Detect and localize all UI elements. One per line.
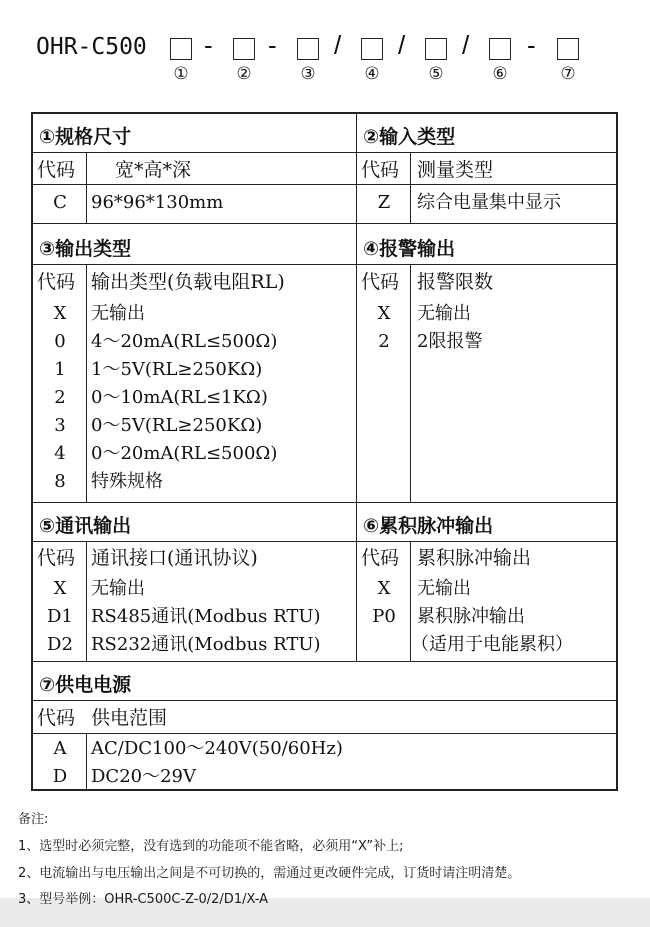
- rule: [33, 541, 616, 542]
- row-code: C: [53, 192, 67, 213]
- header-desc: 报警限数: [417, 271, 494, 293]
- row-code: D2: [47, 634, 73, 655]
- slot-1-box: [170, 38, 192, 60]
- header-desc: 输出类型(负载电阻RL): [91, 271, 285, 293]
- code-column-divider: [86, 541, 87, 661]
- row-desc: 无输出: [91, 578, 145, 599]
- slot-number: ①: [173, 64, 189, 84]
- row-desc: 1～5V(RL≥250KΩ): [91, 359, 263, 380]
- row-desc: 无输出: [417, 303, 471, 324]
- slot-2-box: [233, 38, 255, 60]
- section-title-size: ①规格尺寸: [39, 126, 132, 148]
- section-title-pulse: ⑥累积脉冲输出: [363, 515, 494, 537]
- row-code: 8: [54, 471, 66, 492]
- note-item: 1、选型时必须完整，没有选到的功能项不能省略，必须用“X”补上;: [18, 839, 404, 854]
- row-code: 3: [54, 415, 66, 436]
- rule: [33, 264, 616, 265]
- row-code: D: [52, 766, 68, 787]
- separator: /: [462, 30, 470, 60]
- model-prefix: OHR-C500: [36, 34, 147, 60]
- row-code: D1: [47, 606, 73, 627]
- header-desc: 通讯接口(通讯协议): [91, 547, 258, 569]
- row-desc: 0～5V(RL≥250KΩ): [91, 415, 263, 436]
- row-code: X: [377, 303, 391, 324]
- row-desc: 特殊规格: [91, 471, 163, 492]
- row-code: 2: [378, 331, 390, 352]
- rule: [33, 152, 616, 153]
- header-code: 代码: [37, 707, 76, 729]
- row-code: A: [53, 738, 67, 759]
- slot-number: ②: [236, 64, 252, 84]
- slot-5-box: [425, 38, 447, 60]
- separator: /: [334, 30, 342, 60]
- rule: [33, 502, 616, 503]
- code-column-divider: [410, 264, 411, 502]
- separator: -: [268, 30, 277, 60]
- row-desc: 累积脉冲输出: [417, 606, 525, 627]
- section-title-alarm: ④报警输出: [363, 238, 456, 260]
- notes-title: 备注:: [18, 812, 49, 827]
- row-desc: （适用于电能累积）: [411, 634, 573, 655]
- row-desc: RS232通讯(Modbus RTU): [91, 634, 321, 655]
- row-desc: 0～10mA(RL≤1KΩ): [91, 387, 268, 408]
- slot-number: ⑦: [560, 64, 576, 84]
- code-column-divider: [86, 733, 87, 791]
- header-code: 代码: [361, 547, 400, 569]
- header-desc: 测量类型: [417, 159, 494, 181]
- header-code: 代码: [361, 159, 400, 181]
- rule: [33, 700, 616, 701]
- slot-3-box: [297, 38, 319, 60]
- slot-number: ③: [300, 64, 316, 84]
- row-desc: 无输出: [417, 578, 471, 599]
- row-code: X: [53, 303, 67, 324]
- note-item: 3、型号举例：OHR-C500C-Z-0/2/D1/X-A: [18, 892, 269, 907]
- separator: /: [398, 30, 406, 60]
- rule: [33, 661, 616, 662]
- row-desc: 2限报警: [417, 331, 483, 352]
- note-item: 2、电流输出与电压输出之间是不可切换的，需通过更改硬件完成，订货时请注明清楚。: [18, 866, 521, 881]
- header-code: 代码: [37, 159, 76, 181]
- model-code-header: [36, 24, 626, 84]
- section-title-output: ③输出类型: [39, 238, 132, 260]
- slot-number: ④: [364, 64, 380, 84]
- slot-number: ⑥: [492, 64, 508, 84]
- selection-table: [31, 112, 618, 791]
- column-divider: [356, 114, 357, 661]
- row-desc: RS485通讯(Modbus RTU): [91, 606, 321, 627]
- row-desc: 无输出: [91, 303, 145, 324]
- row-code: X: [377, 578, 391, 599]
- header-code: 代码: [37, 271, 76, 293]
- rule: [33, 223, 616, 224]
- row-code: 2: [54, 387, 66, 408]
- slot-7-box: [557, 38, 579, 60]
- row-code: Z: [377, 192, 391, 213]
- slot-number: ⑤: [428, 64, 444, 84]
- section-title-input: ②输入类型: [363, 126, 456, 148]
- row-desc: 4～20mA(RL≤500Ω): [91, 331, 278, 352]
- row-code: 4: [54, 443, 66, 464]
- rule: [33, 733, 616, 734]
- section-title-power: ⑦供电电源: [39, 674, 132, 696]
- row-code: 0: [54, 331, 66, 352]
- row-desc: 96*96*130mm: [91, 192, 224, 213]
- code-column-divider: [86, 264, 87, 502]
- separator: -: [204, 30, 213, 60]
- header-desc: 供电范围: [91, 707, 168, 729]
- section-title-comm: ⑤通讯输出: [39, 515, 132, 537]
- code-column-divider: [86, 152, 87, 224]
- row-code: X: [53, 578, 67, 599]
- header-desc: 累积脉冲输出: [417, 547, 532, 569]
- slot-4-box: [361, 38, 383, 60]
- row-desc: AC/DC100～240V(50/60Hz): [91, 738, 343, 759]
- row-code: 1: [54, 359, 66, 380]
- row-desc: 0～20mA(RL≤500Ω): [91, 443, 278, 464]
- row-code: P0: [372, 606, 396, 627]
- row-desc: 综合电量集中显示: [417, 192, 561, 213]
- row-desc: DC20～29V: [91, 766, 197, 787]
- slot-6-box: [489, 38, 511, 60]
- header-code: 代码: [361, 271, 400, 293]
- separator: -: [527, 30, 536, 60]
- header-code: 代码: [37, 547, 76, 569]
- header-desc: 宽*高*深: [115, 159, 192, 181]
- rule: [33, 184, 616, 185]
- code-column-divider: [410, 152, 411, 224]
